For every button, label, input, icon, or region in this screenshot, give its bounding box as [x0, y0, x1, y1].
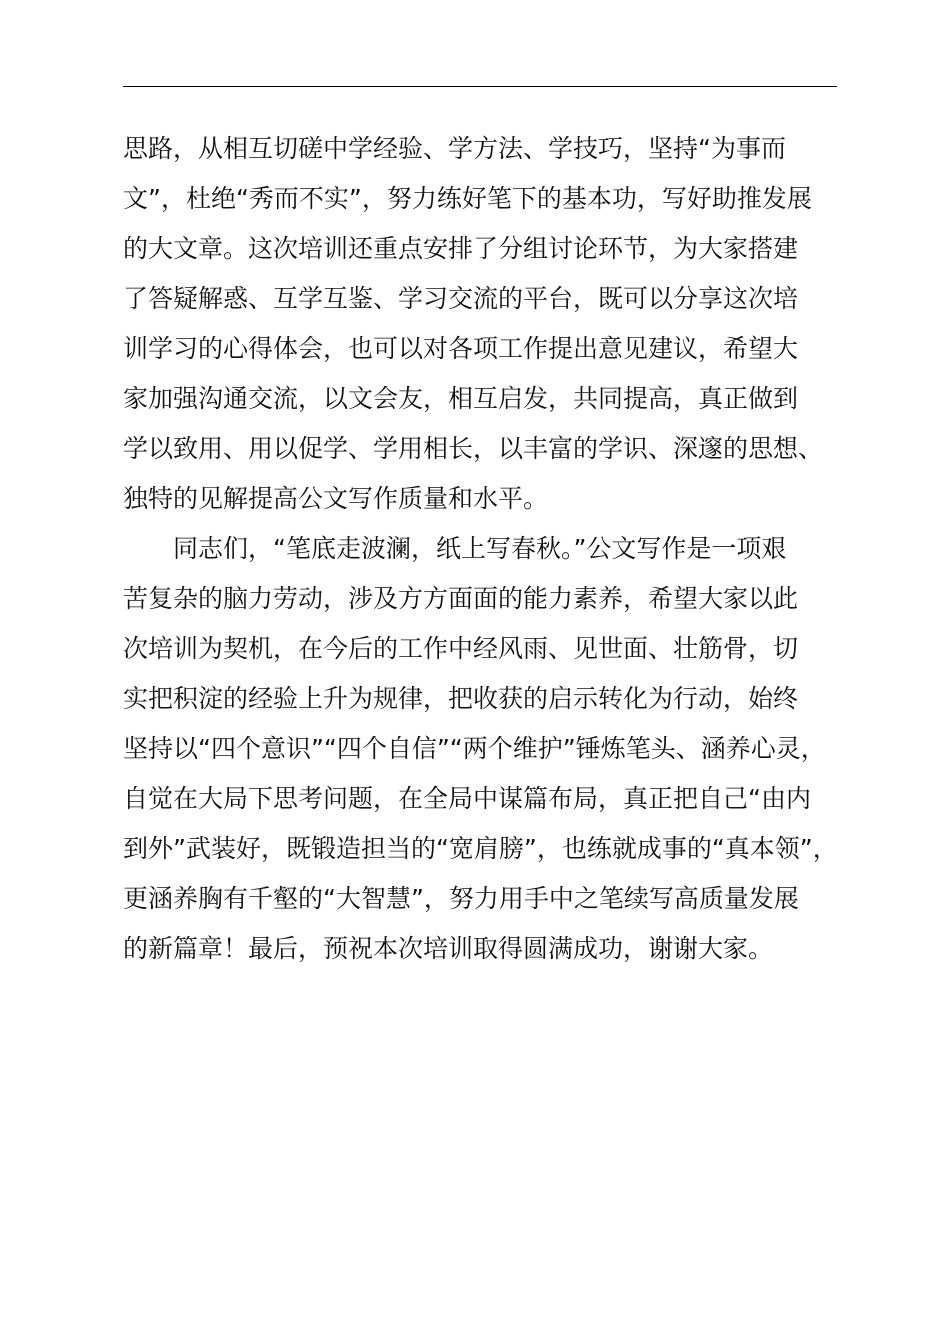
text-line: 的大文章。这次培训还重点安排了分组讨论环节，为大家搭建 [123, 234, 799, 263]
text-line: 次培训为契机，在今后的工作中经风雨、见世面、壮筋骨，切 [123, 634, 799, 663]
text-line: 苦复杂的脑力劳动，涉及方方面面的能力素养，希望大家以此 [123, 584, 799, 613]
paragraph-1 [123, 124, 843, 524]
text-line: 家加强沟通交流，以文会友，相互启发，共同提高，真正做到 [123, 384, 799, 413]
text-line: 独特的见解提高公文写作质量和水平。 [123, 484, 549, 513]
text-line: 的新篇章！最后，预祝本次培训取得圆满成功，谢谢大家。 [123, 934, 774, 963]
text-line: 更涵养胸有千壑的“大智慧”，努力用手中之笔续写高质量发展 [123, 884, 799, 913]
text-line: 自觉在大局下思考问题，在全局中谋篇布局，真正把自己“由内 [123, 784, 811, 813]
text-line: 文”，杜绝“秀而不实”，努力练好笔下的基本功，写好助推发展 [123, 184, 812, 213]
text-line: 到外”武装好，既锻造担当的“宽肩膀”，也练就成事的“真本领”， [123, 834, 838, 863]
text-line: 实把积淀的经验上升为规律，把收获的启示转化为行动，始终 [123, 684, 799, 713]
text-line: 了答疑解惑、互学互鉴、学习交流的平台，既可以分享这次培 [123, 284, 799, 313]
text-line: 坚持以“四个意识”“四个自信”“两个维护”锤炼笔头、涵养心灵， [123, 734, 826, 763]
document-body [123, 124, 843, 974]
text-line: 思路，从相互切磋中学经验、学方法、学技巧，坚持“为事而 [123, 134, 786, 163]
text-line: 同志们，“笔底走波澜，纸上写春秋。”公文写作是一项艰 [173, 534, 787, 563]
header-rule [123, 86, 837, 87]
paragraph-2 [123, 524, 843, 974]
text-line: 训学习的心得体会，也可以对各项工作提出意见建议，希望大 [123, 334, 799, 363]
text-line: 学以致用、用以促学、学用相长，以丰富的学识、深邃的思想、 [123, 434, 824, 463]
